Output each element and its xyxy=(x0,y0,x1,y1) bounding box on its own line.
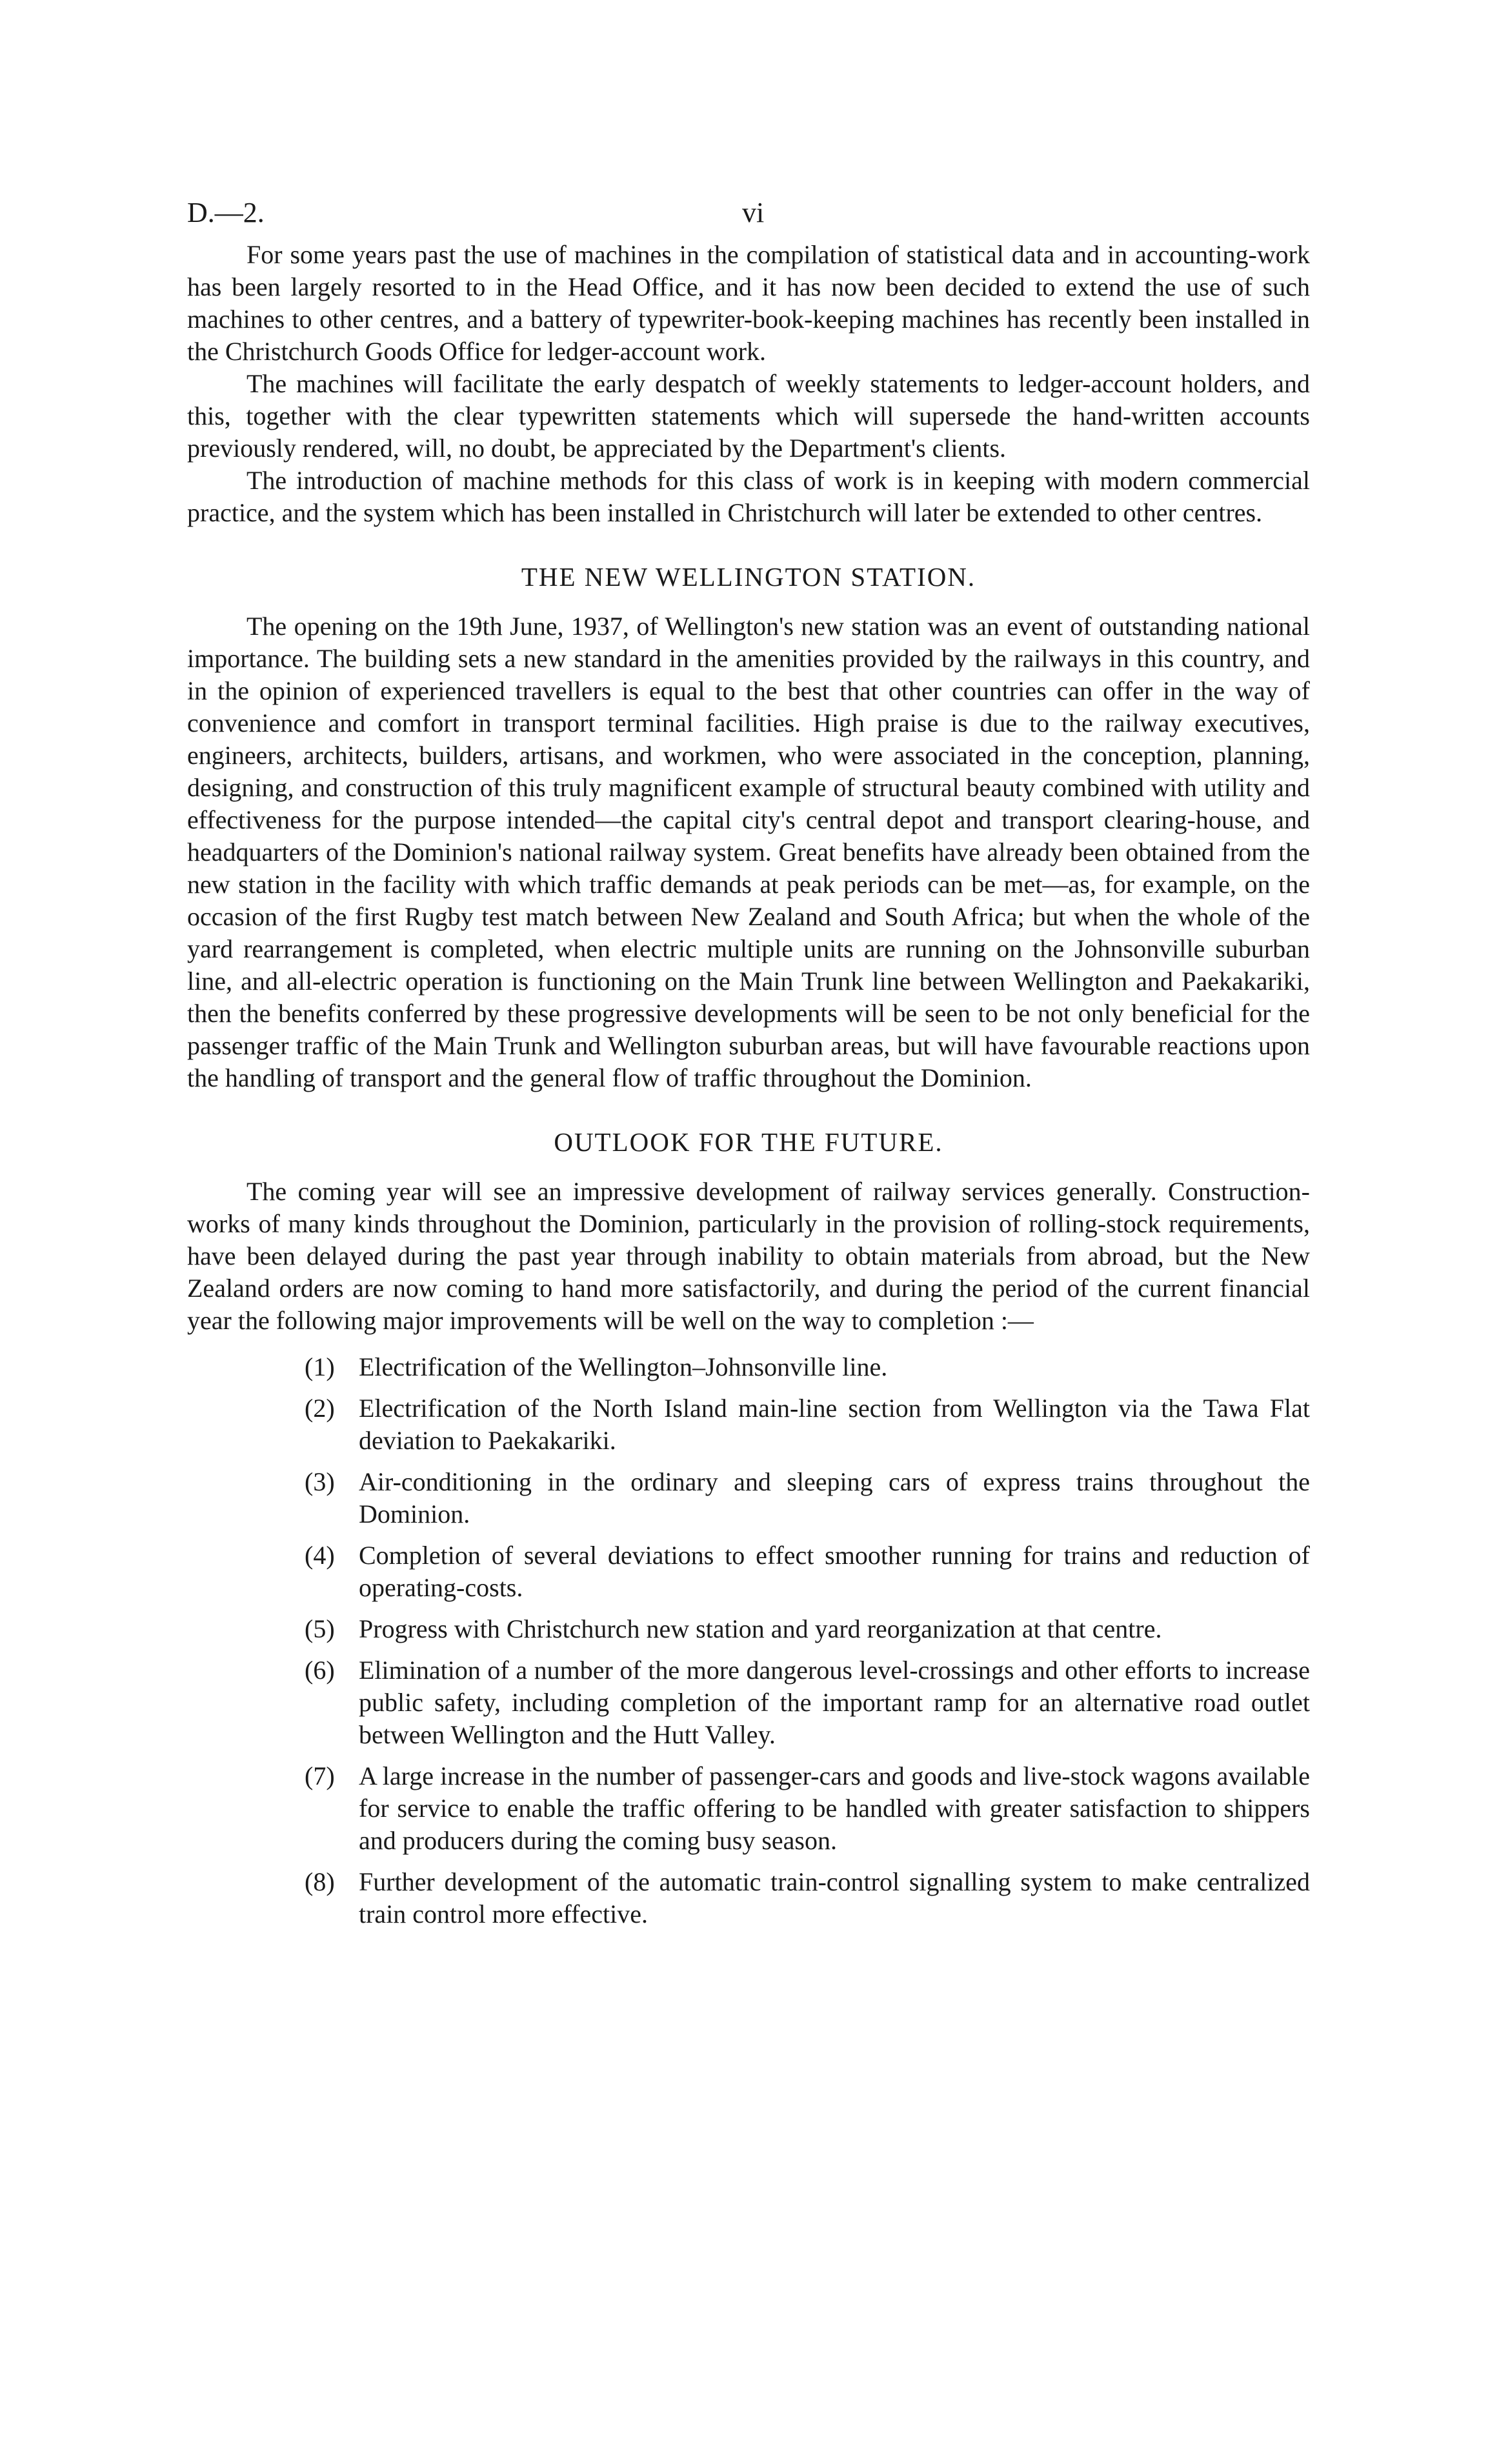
list-item-text: Electrification of the Wellington–Johnsonville line. xyxy=(359,1352,888,1381)
list-item-number: (2) xyxy=(305,1394,335,1423)
wellington-station-section xyxy=(187,560,1310,1094)
list-item-number: (7) xyxy=(305,1761,335,1790)
list-item xyxy=(305,1866,1310,1930)
list-item xyxy=(305,1654,1310,1751)
section-heading-outlook: OUTLOOK FOR THE FUTURE. xyxy=(554,1127,943,1157)
document-reference: D.—2. xyxy=(187,197,265,228)
page-number: vi xyxy=(742,197,765,228)
list-item-number: (1) xyxy=(305,1352,335,1381)
list-item xyxy=(305,1351,1310,1383)
list-item-number: (5) xyxy=(305,1614,335,1643)
document-page xyxy=(187,194,1310,1939)
list-item-number: (6) xyxy=(305,1656,335,1685)
list-item-text: Electrification of the North Island main-line section from Wellington via the Tawa Flat deviation to Paekakariki. xyxy=(359,1394,1310,1455)
wellington-station-paragraph: The opening on the 19th June, 1937, of Wellington's new station was an event of outstanding national importance. The building sets a new standard in the amenities provided by the railways in this country, and in the opinion of experienced travellers is equal to the best that other countries can offer in the way of convenience and comfort in transport terminal facilities. High praise is due to the railway executives, engineers, architects, builders, artisans, and workmen, who were associated in the conception, planning, designing, and construction of this truly magnificent example of structural beauty combined with utility and effectiveness for the purpose intended—the capital city's central depot and transport clearing-house, and headquarters of the Dominion's national railway system. Great benefits have already been obtained from the new station in the facility with which traffic demands at peak periods can be met—as, for example, on the occasion of the first Rugby test match between New Zealand and South Africa; but when the whole of the yard rearrangement is completed, when electric multiple units are running on the Johnsonville suburban line, and all-electric operation is functioning on the Main Trunk line between Wellington and Paekakariki, then the benefits conferred by these progressive developments will be seen to be not only beneficial for the passenger traffic of the Main Trunk and Wellington suburban areas, but will have favourable reactions upon the handling of transport and the general flow of traffic throughout the Dominion. xyxy=(187,612,1310,1092)
list-item-text: Completion of several deviations to effect smoother running for trains and reduction of operating-costs. xyxy=(359,1541,1310,1602)
list-item-number: (3) xyxy=(305,1467,335,1496)
list-item xyxy=(305,1392,1310,1457)
intro-section xyxy=(187,239,1310,529)
list-item-number: (8) xyxy=(305,1867,335,1896)
improvements-list xyxy=(187,1351,1310,1930)
list-item-text: Elimination of a number of the more dangerous level-crossings and other efforts to increase public safety, including completion of the important ramp for an alternative road outlet between Wellington and the Hutt Valley. xyxy=(359,1656,1310,1749)
list-item-text: Further development of the automatic train-control signalling system to make centralized train control more effective. xyxy=(359,1867,1310,1928)
section-heading-wellington-station: THE NEW WELLINGTON STATION. xyxy=(521,562,976,592)
list-item-text: Air-conditioning in the ordinary and sleeping cars of express trains throughout the Dominion. xyxy=(359,1467,1310,1528)
intro-paragraph-2: The machines will facilitate the early despatch of weekly statements to ledger-account holders, and this, together with the clear typewritten statements which will supersede the hand-written accounts previously rendered, will, no doubt, be appreciated by the Department's clients. xyxy=(187,369,1310,463)
list-item xyxy=(305,1613,1310,1645)
list-item xyxy=(305,1539,1310,1604)
list-item-number: (4) xyxy=(305,1541,335,1570)
outlook-section xyxy=(187,1125,1310,1930)
intro-paragraph-3: The introduction of machine methods for this class of work is in keeping with modern commercial practice, and the system which has been installed in Christchurch will later be extended to other centres. xyxy=(187,466,1310,527)
intro-paragraph-1: For some years past the use of machines in the compilation of statistical data and in accounting-work has been largely resorted to in the Head Office, and it has now been decided to extend the use of such machines to other centres, and a battery of typewriter-book-keeping machines has recently been installed in the Christchurch Goods Office for ledger-account work. xyxy=(187,240,1310,366)
list-item-text: A large increase in the number of passenger-cars and goods and live-stock wagons available for service to enable the traffic offering to be handled with greater satisfaction to shippers and producers during the coming busy season. xyxy=(359,1761,1310,1855)
outlook-paragraph: The coming year will see an impressive development of railway services generally. Construction-works of many kinds throughout the Dominion, particularly in the provision of rolling-stock requirements, have been delayed during the past year through inability to obtain materials from abroad, but the New Zealand orders are now coming to hand more satisfactorily, and during the period of the current financial year the following major improvements will be well on the way to completion :— xyxy=(187,1177,1310,1335)
list-item-text: Progress with Christchurch new station and yard reorganization at that centre. xyxy=(359,1614,1162,1643)
running-head xyxy=(187,194,1310,239)
list-item xyxy=(305,1760,1310,1857)
list-item xyxy=(305,1466,1310,1530)
